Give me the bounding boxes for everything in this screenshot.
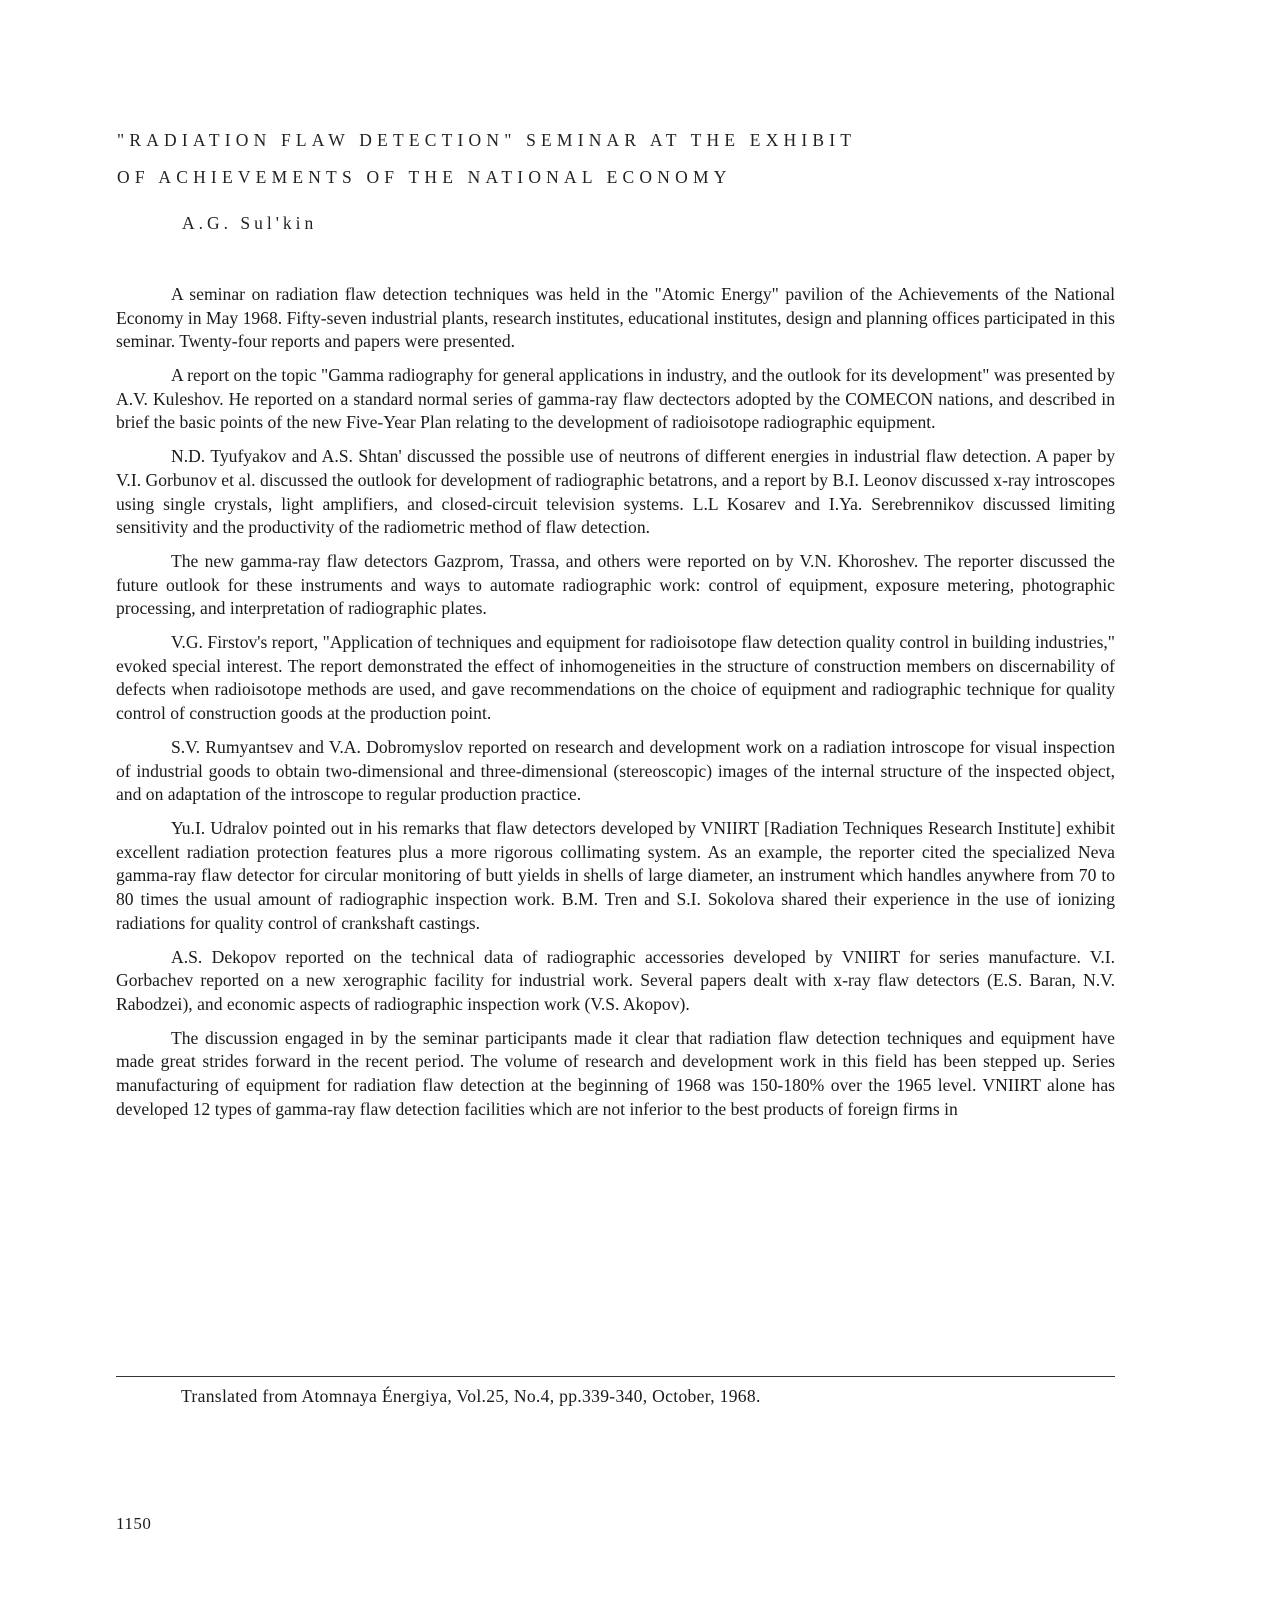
paragraph: The discussion engaged in by the seminar participants made it clear that radiation flaw detection techniques and equipment have made great strides forward in the recent period. The volume of research and development work in this field has been stepped up. Series manufacturing of equipment for radiation flaw detection at the beginning of 1968 was 150-180% over the 1965 level. VNIIRT alone has developed 12 types of gamma-ray flaw detection facilities which are not inferior to the best products of foreign firms in [116,1027,1115,1119]
paragraph: A.S. Dekopov reported on the technical data of radiographic accessories developed by VNIIRT for series manufacture. V.I. Gorbachev reported on a new xerographic facility for industrial work. Several papers dealt with x-ray flaw detectors (E.S. Baran, N.V. Rabodzei), and economic aspects of radiographic inspection work (V.S. Akopov). [116,946,1115,1014]
translation-footnote: Translated from Atomnaya Énergiya, Vol.25, No.4, pp.339-340, October, 1968. [181,1386,761,1406]
author-name: A.G. Sul'kin [182,213,318,233]
paragraph: N.D. Tyufyakov and A.S. Shtan' discussed the possible use of neutrons of different energies in industrial flaw detection. A paper by V.I. Gorbunov et al. discussed the outlook for development of radiographic betatrons, and a report by B.I. Leonov discussed x-ray introscopes using single crystals, light amplifiers, and closed-circuit television systems. L.L Kosarev and I.Ya. Serebrennikov discussed limiting sensitivity and the productivity of the radiometric method of flaw detection. [116,446,1115,538]
paragraph: V.G. Firstov's report, "Application of techniques and equipment for radioisotope flaw detection quality control in building industries," evoked special interest. The report demonstrated the effect of inhomogeneities in the structure of construction members on discernability of defects when radioisotope methods are used, and gave recommendations on the choice of equipment and radiographic technique for quality control of construction goods at the production point. [116,632,1115,724]
page-number: 1150 [116,1514,152,1533]
paragraph: S.V. Rumyantsev and V.A. Dobromyslov reported on research and development work on a radiation introscope for visual inspection of industrial goods to obtain two-dimensional and three-dimensional (stereoscopic) images of the internal structure of the inspected object, and on adaptation of the introscope to regular production practice. [116,737,1115,805]
paragraph: The new gamma-ray flaw detectors Gazprom, Trassa, and others were reported on by V.N. Khoroshev. The reporter discussed the future outlook for these instruments and ways to automate radiographic work: control of equipment, exposure metering, photographic processing, and interpretation of radiographic plates. [116,551,1115,619]
paragraph: Yu.I. Udralov pointed out in his remarks that flaw detectors developed by VNIIRT [Radiation Techniques Research Institute] exhibit excellent radiation protection features plus a more rigorous collimating system. As an example, the reporter cited the specialized Neva gamma-ray flaw detector for circular monitoring of butt yields in shells of large diameter, an instrument which handles anywhere from 70 to 80 times the usual amount of radiographic inspection work. B.M. Tren and S.I. Sokolova shared their experience in the use of ionizing radiations for quality control of crankshaft castings. [116,818,1115,933]
footnote-divider [116,1376,1115,1377]
document-title-line-2: OF ACHIEVEMENTS OF THE NATIONAL ECONOMY [117,167,732,187]
article-body [116,283,1115,1132]
paragraph: A seminar on radiation flaw detection techniques was held in the "Atomic Energy" pavilion of the Achievements of the National Economy in May 1968. Fifty-seven industrial plants, research institutes, educational institutes, design and planning offices participated in this seminar. Twenty-four reports and papers were presented. [116,284,1115,352]
paragraph: A report on the topic "Gamma radiography for general applications in industry, and the outlook for its development" was presented by A.V. Kuleshov. He reported on a standard normal series of gamma-ray flaw dectectors adopted by the COMECON nations, and described in brief the basic points of the new Five-Year Plan relating to the development of radioisotope radiographic equipment. [116,365,1115,433]
document-title-line-1: "RADIATION FLAW DETECTION" SEMINAR AT THE EXHIBIT [117,130,857,150]
